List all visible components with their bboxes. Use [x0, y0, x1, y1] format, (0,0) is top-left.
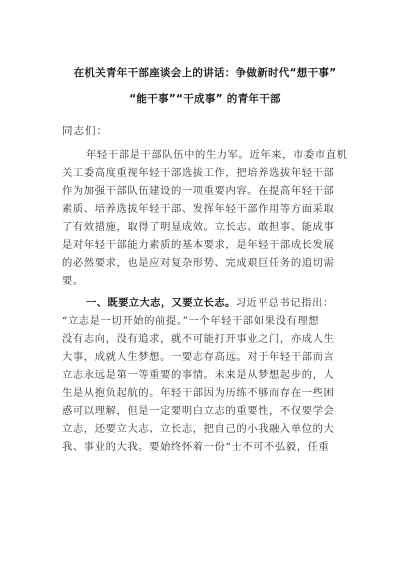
- paragraph-1-line: 要。: [62, 275, 84, 287]
- paragraph-2-line: 立志永远是第一等重要的事情。未来是从梦想起步的，人: [62, 369, 335, 381]
- paragraph-1-line: 年轻干部是干部队伍中的生力军。近年来，市委市直机: [86, 149, 348, 161]
- paragraph-1-line: 了有效措施，取得了明显成效。立长志、敢担事、能成事: [62, 221, 335, 233]
- section-1-line: [86, 296, 352, 310]
- paragraph-1-line: 素质、培养选拔年轻干部、发挥年轻干部作用等方面采取: [62, 203, 335, 215]
- paragraph-2-line: “立志是一切开始的前提。”一个年轻干部如果没有理想: [62, 315, 320, 327]
- paragraph-1-line: 的必然要求，也是应对复杂形势、完成艰巨任务的追切需: [62, 257, 335, 269]
- paragraph-1-line: 作为加强干部队伍建设的一项重要内容。在提高年轻干部: [62, 185, 335, 197]
- paragraph-1-line: 是对年轻干部能力素质的基本要求，是年轻干部成长发展: [62, 239, 335, 251]
- paragraph-2-line: 大事，成就人生梦想。一要志存高远。对于年轻干部而言: [62, 351, 335, 363]
- paragraph-2-line: 我、事业的大我。要始终怀着一份“士不可不弘毅，任重: [62, 441, 330, 453]
- salutation: 同志们：: [62, 125, 108, 137]
- section-1-heading: 一、既要立大志，又要立长志。: [86, 297, 236, 309]
- section-1-lead: 习近平总书记指出：: [235, 297, 334, 309]
- paragraph-2-line: 没有志向，没有追求，就不可能打开事业之门，亦成人生: [62, 333, 335, 345]
- paragraph-2-line: 惑可以理解，但是一定要明白立志的重要性，不仅要学会: [62, 405, 335, 417]
- document-title-line-1: 在机关青年干部座谈会上的讲话：争做新时代“想干事”: [73, 67, 337, 79]
- paragraph-2-line: 立志，还要立大志、立长志，把自己的小我融入单位的大: [62, 423, 335, 435]
- paragraph-1-line: 关工委高度重视年轻干部选拔工作，把培养选拔年轻干部: [62, 167, 335, 179]
- paragraph-2-line: 生是从抱负起航的。年轻干部因为历练不够而存在一些困: [62, 387, 335, 399]
- document-title-line-2: “能干事”“干成事” 的青年干部: [129, 93, 281, 105]
